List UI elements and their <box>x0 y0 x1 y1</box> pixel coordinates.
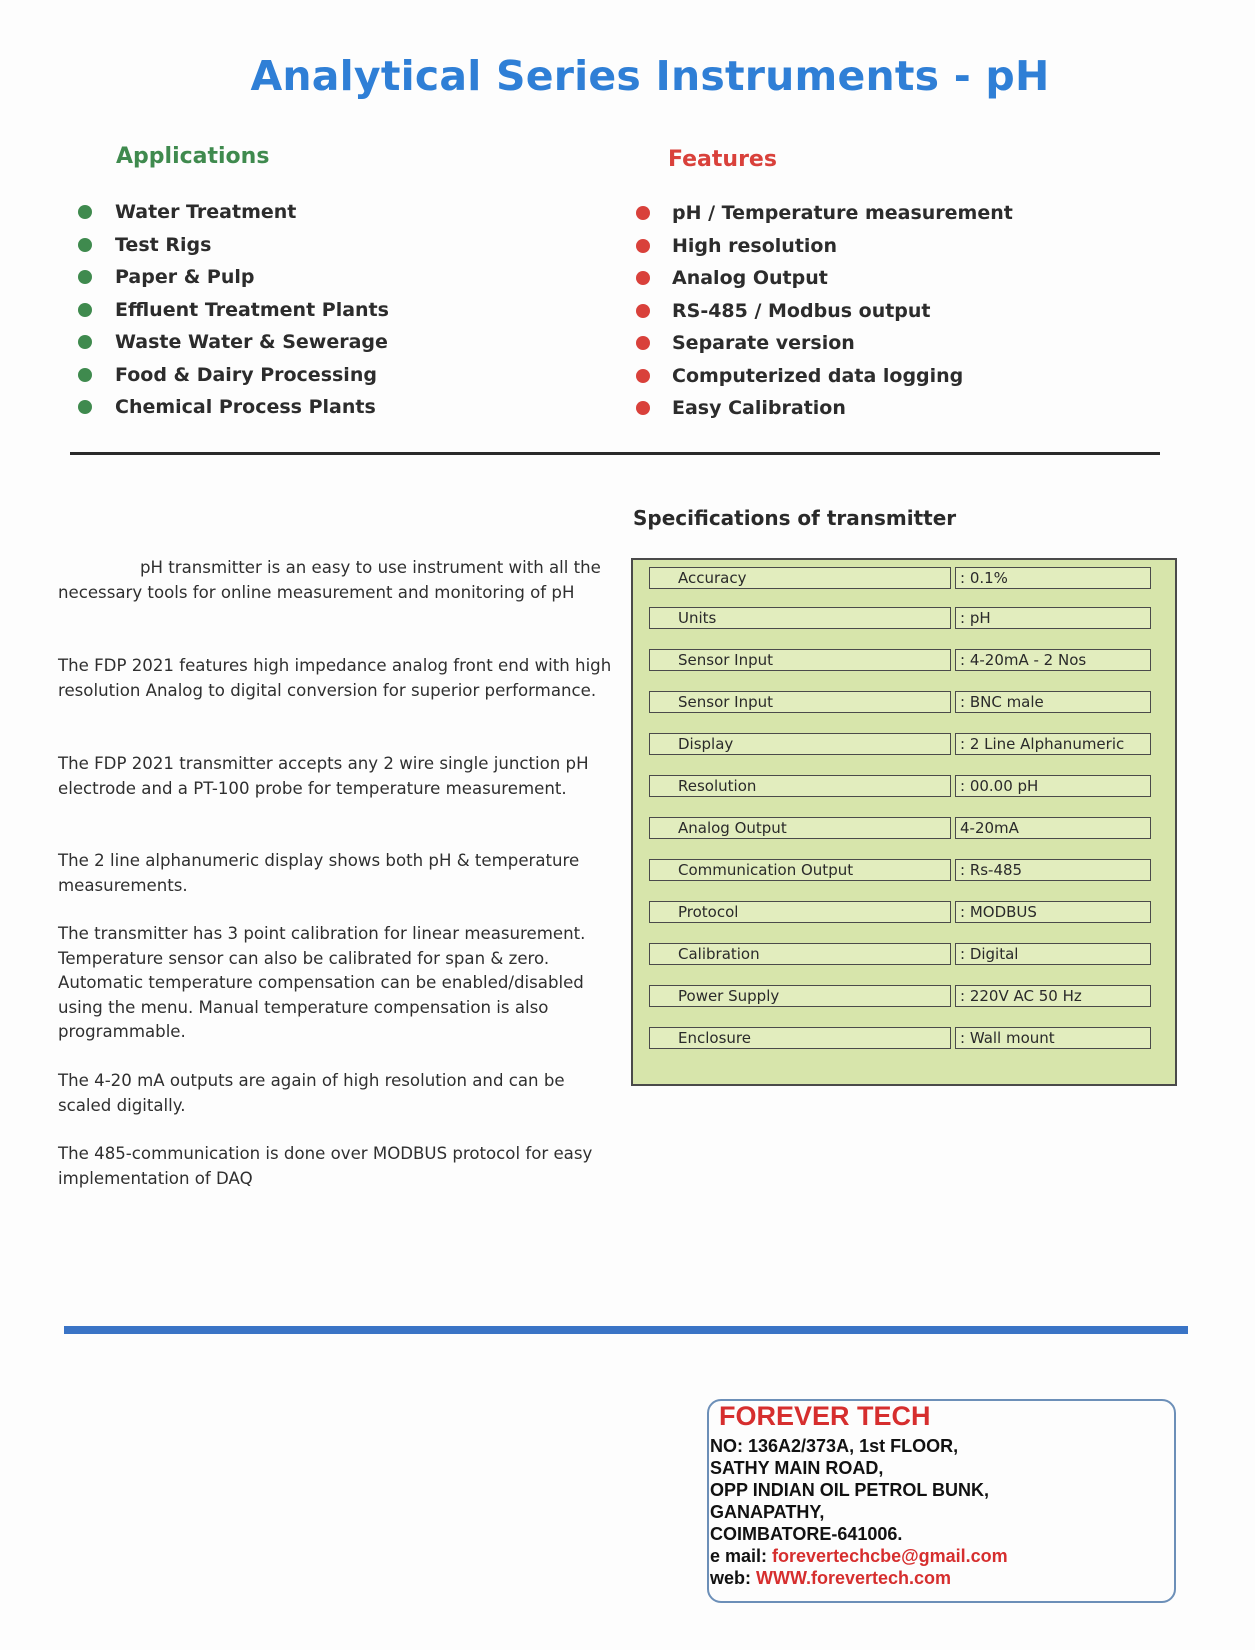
feature-label: pH / Temperature measurement <box>672 202 1013 224</box>
application-label: Test Rigs <box>115 233 212 256</box>
bullet-icon <box>636 239 650 253</box>
bullet-icon <box>78 335 92 349</box>
spec-value: : Digital <box>955 943 1151 965</box>
email-label: e mail: <box>710 1546 773 1566</box>
bullet-icon <box>636 336 650 350</box>
specifications-heading: Specifications of transmitter <box>633 506 957 530</box>
table-row <box>649 817 1151 839</box>
specifications-table <box>631 558 1177 1086</box>
spec-value: 4-20mA <box>955 817 1151 839</box>
spec-label: Sensor Input <box>649 691 951 713</box>
application-label: Effluent Treatment Plants <box>115 298 389 321</box>
spec-label: Power Supply <box>649 985 951 1007</box>
description-text: pH transmitter is an easy to use instrument with all the necessary tools for online measurement and monitoring of pH <box>58 558 601 602</box>
bullet-icon <box>636 401 650 415</box>
spec-label: Calibration <box>649 943 951 965</box>
description-paragraph <box>58 752 618 801</box>
description-text: The FDP 2021 features high impedance analog front end with high resolution Analog to digital conversion for superior performance. <box>58 656 612 700</box>
spec-label: Display <box>649 733 951 755</box>
description-paragraph <box>58 1069 618 1118</box>
web-line <box>710 1567 1008 1589</box>
table-row <box>649 1027 1151 1049</box>
table-row <box>649 859 1151 881</box>
bullet-icon <box>78 205 92 219</box>
application-label: Chemical Process Plants <box>115 396 376 418</box>
spec-label: Units <box>649 607 951 629</box>
bullet-icon <box>636 206 650 220</box>
spec-label: Communication Output <box>649 859 951 881</box>
email-line <box>710 1545 1008 1567</box>
address-line: COIMBATORE-641006. <box>710 1524 903 1544</box>
table-row <box>649 691 1151 713</box>
description-text: The 485-communication is done over MODBUS protocol for easy implementation of DAQ <box>58 1144 593 1188</box>
description-text: The FDP 2021 transmitter accepts any 2 wire single junction pH electrode and a PT-100 probe for temperature measurement. <box>58 754 589 798</box>
email-link[interactable]: forevertechcbe@gmail.com <box>772 1546 1008 1566</box>
address-line: NO: 136A2/373A, 1st FLOOR, <box>710 1436 959 1456</box>
spec-value: : 2 Line Alphanumeric <box>955 733 1151 755</box>
footer-divider <box>64 1326 1188 1334</box>
spec-value: : Rs-485 <box>955 859 1151 881</box>
bullet-icon <box>78 303 92 317</box>
section-divider <box>70 452 1160 455</box>
description-text: The transmitter has 3 point calibration for linear measurement. Temperature sensor can also be calibrated for span & zero. Automatic temperature compensation can be enabled/disabled using the menu. Manual temperature compensation is also programmable. <box>58 924 586 1041</box>
contact-address <box>710 1435 1008 1589</box>
bullet-icon <box>636 304 650 318</box>
feature-label: Easy Calibration <box>672 397 846 419</box>
description-paragraph <box>58 922 618 1045</box>
table-row <box>649 649 1151 671</box>
description-paragraph <box>58 1142 618 1191</box>
description-text: The 4-20 mA outputs are again of high resolution and can be scaled digitally. <box>58 1071 565 1115</box>
table-row <box>649 775 1151 797</box>
feature-label: High resolution <box>672 234 837 257</box>
application-label: Water Treatment <box>115 201 297 223</box>
application-label: Food & Dairy Processing <box>115 363 377 386</box>
bullet-icon <box>78 270 92 284</box>
address-line: SATHY MAIN ROAD, <box>710 1458 884 1478</box>
spec-value: : 4-20mA - 2 Nos <box>955 649 1151 671</box>
web-label: web: <box>710 1568 757 1588</box>
bullet-icon <box>78 368 92 382</box>
application-label: Waste Water & Sewerage <box>115 331 388 353</box>
bullet-icon <box>78 400 92 414</box>
company-name: FOREVER TECH <box>719 1401 931 1431</box>
feature-label: RS-485 / Modbus output <box>672 299 931 322</box>
table-row <box>649 733 1151 755</box>
feature-label: Analog Output <box>672 267 828 289</box>
page-title: Analytical Series Instruments - pH <box>250 52 1050 100</box>
table-row <box>649 607 1151 629</box>
spec-value: : 0.1% <box>955 567 1151 589</box>
description-text: The 2 line alphanumeric display shows both pH & temperature measurements. <box>58 851 580 895</box>
spec-label: Sensor Input <box>649 649 951 671</box>
spec-value: : 00.00 pH <box>955 775 1151 797</box>
features-heading: Features <box>668 147 777 172</box>
table-row <box>649 943 1151 965</box>
bullet-icon <box>636 369 650 383</box>
spec-label: Enclosure <box>649 1027 951 1049</box>
spec-value: : BNC male <box>955 691 1151 713</box>
spec-label: Resolution <box>649 775 951 797</box>
spec-value: : Wall mount <box>955 1027 1151 1049</box>
feature-label: Separate version <box>672 332 855 354</box>
spec-value: : 220V AC 50 Hz <box>955 985 1151 1007</box>
table-row <box>649 901 1151 923</box>
web-link[interactable]: WWW.forevertech.com <box>756 1568 952 1588</box>
table-row <box>649 567 1151 589</box>
spec-label: Analog Output <box>649 817 951 839</box>
bullet-icon <box>636 271 650 285</box>
description-paragraph <box>58 556 618 605</box>
spec-label: Protocol <box>649 901 951 923</box>
feature-label: Computerized data logging <box>672 364 964 387</box>
bullet-icon <box>78 238 92 252</box>
address-line: GANAPATHY, <box>710 1502 825 1522</box>
address-line: OPP INDIAN OIL PETROL BUNK, <box>710 1480 990 1500</box>
spec-value: : pH <box>955 607 1151 629</box>
spec-label: Accuracy <box>649 567 951 589</box>
application-label: Paper & Pulp <box>115 266 255 288</box>
description-paragraph <box>58 654 618 703</box>
spec-value: : MODBUS <box>955 901 1151 923</box>
applications-heading: Applications <box>116 144 270 169</box>
description-paragraph <box>58 849 618 898</box>
table-row <box>649 985 1151 1007</box>
